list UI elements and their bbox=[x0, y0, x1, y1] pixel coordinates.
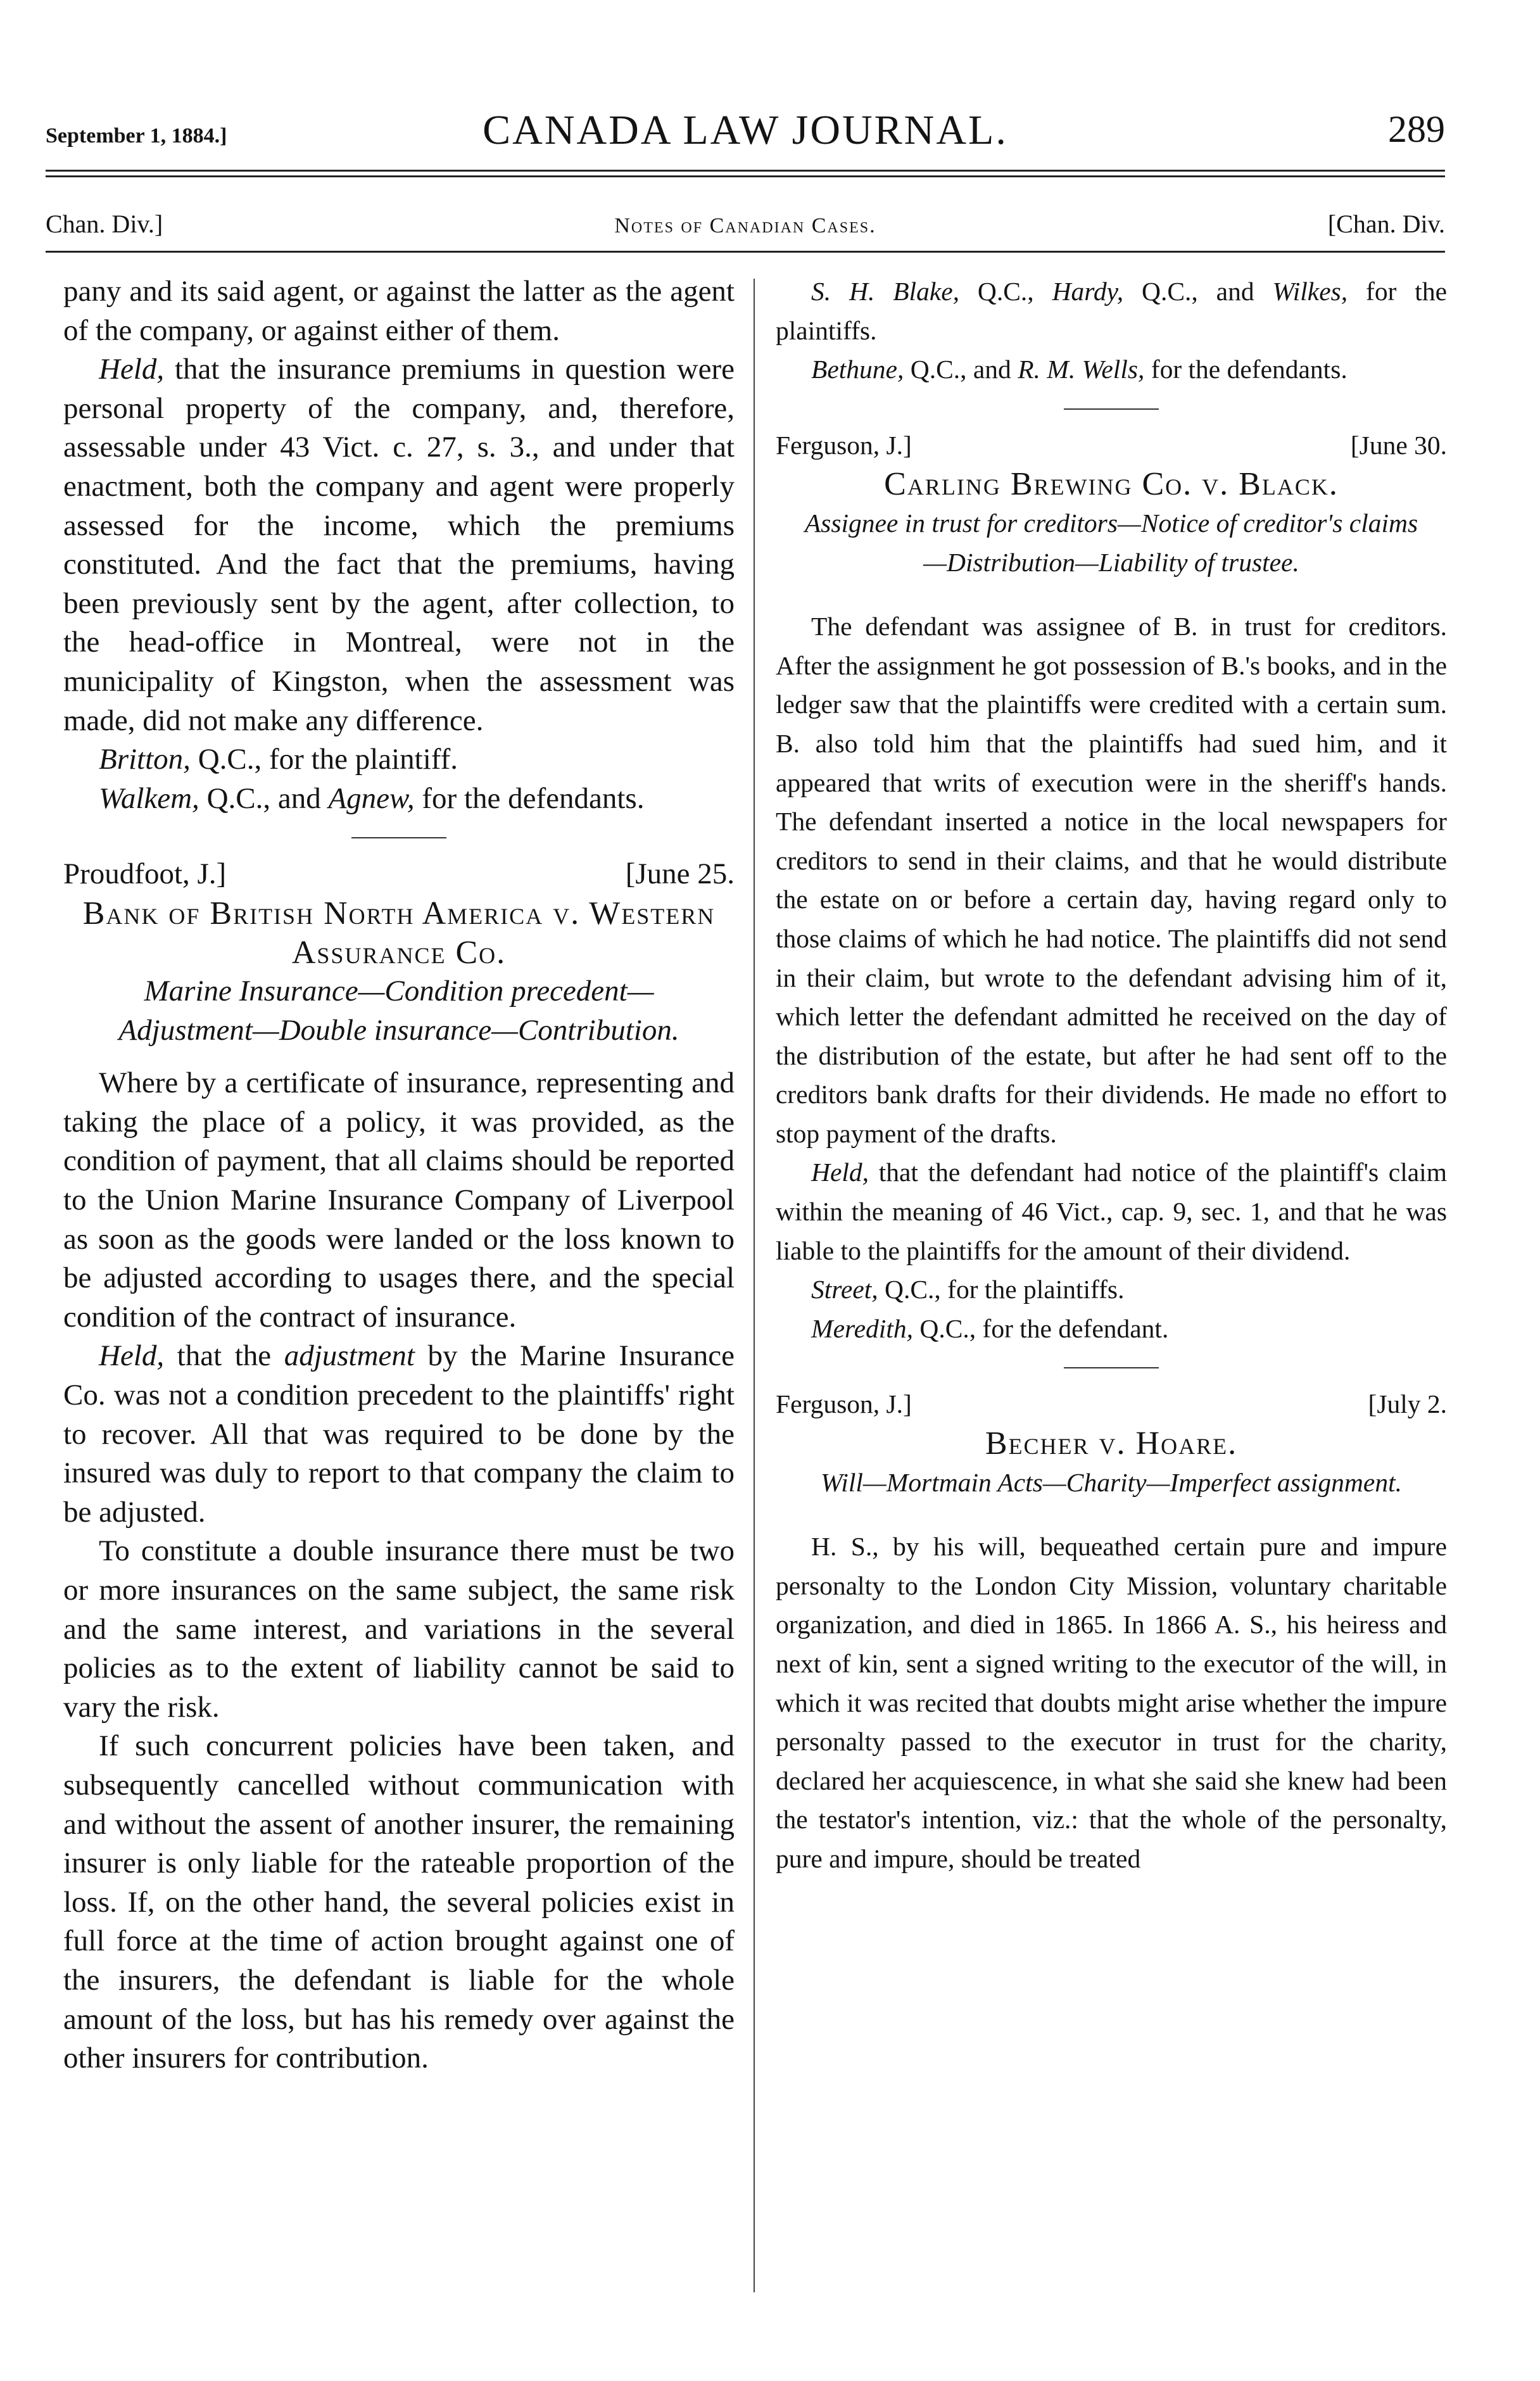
counsel-name: Meredith, bbox=[811, 1313, 913, 1343]
counsel-line bbox=[776, 1270, 1447, 1310]
counsel-sep: Q.C., and bbox=[904, 355, 1018, 384]
counsel-name: Street, bbox=[811, 1275, 878, 1304]
counsel-name: R. M. Wells, bbox=[1018, 355, 1145, 384]
held-word: Held, bbox=[99, 353, 165, 386]
counsel-line bbox=[776, 272, 1447, 350]
counsel-line bbox=[63, 780, 735, 819]
paragraph: H. S., by his will, bequeathed certain pure and impure personalty to the London City Mission, voluntary charitable organization, and died in 1865. In 1866 A. S., his heiress and next of kin, sent a signed writing to the executor of the will, in which it was recited that doubts might arise whether the impure personalty passed to the executor in trust for the charity, declared her acquiescence, in what she said she knew had been the testator's intention, viz.: that the whole of the personalty, pure and impure, should be treated bbox=[776, 1532, 1447, 1873]
counsel-sep: Q.C., and bbox=[1123, 277, 1273, 306]
paragraph-text: by the Marine Insurance Co. was not a condition precedent to the plaintiffs' right to recover. All that was required to be done by the insured was duly to report to that company the claim to be adjusted. bbox=[63, 1339, 735, 1529]
catchwords: Marine Insurance—Condition precedent—Adjustment—Double insurance—Contribution. bbox=[118, 975, 679, 1047]
judge-line bbox=[776, 1385, 1447, 1424]
held-word: Held, bbox=[811, 1158, 869, 1187]
paragraph bbox=[63, 350, 735, 740]
column-separator bbox=[754, 279, 755, 2292]
decision-date: [June 25. bbox=[625, 857, 735, 891]
counsel-name: Wilkes, bbox=[1272, 277, 1348, 306]
judge-line bbox=[63, 855, 735, 894]
case-title: Carling Brewing Co. v. Black. bbox=[884, 466, 1339, 503]
right-column bbox=[776, 272, 1447, 1879]
paragraph-text: that the insurance premiums in question were personal property of the company, and, therefore, assessable under 43 Vict. c. 27, s. 3., and under that enactment, both the company and agent were properly assessed for the income, which the premiums constituted. And the fact that the premiums, having been previously sent by the agent, after collection, to the head-office in Montreal, were not in the municipality of Kingston, when the assessment was made, did not make any difference. bbox=[63, 353, 735, 737]
section-title: Notes of Canadian Cases. bbox=[614, 214, 876, 237]
counsel-name: Walkem, bbox=[99, 781, 199, 815]
held-word: Held, bbox=[99, 1339, 165, 1373]
section-rule bbox=[46, 251, 1445, 253]
divider bbox=[1064, 408, 1159, 410]
counsel-role: for the plaintiffs. bbox=[776, 277, 1447, 345]
counsel-name: Britton, bbox=[99, 743, 191, 776]
counsel-role: Q.C., for the plaintiff. bbox=[190, 743, 458, 776]
paragraph-text: that the bbox=[164, 1339, 284, 1373]
paragraph: To constitute a double insurance there must be two or more insurances on the same subject, the same risk and the same interest, and variations in the several policies as to the extent of liability cannot be said to vary the risk. bbox=[63, 1534, 735, 1724]
decision-date: [July 2. bbox=[1368, 1389, 1447, 1419]
case-title: Bank of British North America v. Western Assurance Co. bbox=[82, 895, 716, 971]
counsel-sep: Q.C., and bbox=[199, 781, 329, 815]
counsel-role: Q.C., for the plaintiffs. bbox=[878, 1275, 1125, 1304]
judge: Ferguson, J.] bbox=[776, 1389, 912, 1419]
divider bbox=[351, 837, 446, 838]
counsel-role: for the defendants. bbox=[414, 781, 645, 815]
paragraph-text: that the defendant had notice of the plaintiff's claim within the meaning of 46 Vict., cap. 9, sec. 1, and that he was liable to the plaintiffs for the amount of their dividend. bbox=[776, 1158, 1447, 1265]
catchwords: Assignee in trust for creditors—Notice of creditor's claims—Distribution—Liability of trustee. bbox=[804, 508, 1418, 577]
counsel-role: Q.C., for the defendant. bbox=[912, 1313, 1169, 1343]
catchwords: Will—Mortmain Acts—Charity—Imperfect assignment. bbox=[821, 1467, 1402, 1497]
counsel-name: Agnew, bbox=[328, 781, 415, 815]
counsel-line bbox=[63, 740, 735, 780]
counsel-role: for the defendants. bbox=[1144, 355, 1348, 384]
judge-line bbox=[776, 426, 1447, 465]
judge: Proudfoot, J.] bbox=[63, 857, 227, 891]
counsel-line bbox=[776, 350, 1447, 389]
decision-date: [June 30. bbox=[1350, 430, 1447, 460]
counsel-name: S. H. Blake, bbox=[811, 277, 960, 306]
page-number: 289 bbox=[1388, 108, 1445, 150]
left-column bbox=[63, 272, 735, 2078]
running-head bbox=[46, 94, 1445, 170]
journal-title: CANADA LAW JOURNAL. bbox=[483, 107, 1008, 153]
paragraph: Where by a certificate of insurance, representing and taking the place of a policy, it was provided, as the condition of payment, that all claims should be reported to the Union Marine Insurance Company of Liverpool as soon as the goods were landed or the loss known to be adjusted according to usages there, and the special condition of the contract of insurance. bbox=[63, 1066, 735, 1334]
paragraph: The defendant was assignee of B. in trust for creditors. After the assignment he got possession of B.'s books, and in the ledger saw that the plaintiffs were credited with a certain sum. B. also told him that the plaintiffs had sued him, and it appeared that writs of execution were in the sheriff's hands. The defendant inserted a notice in the local newspapers for creditors to send in their claims, and that he would distribute the estate on or before a certain day, having regard only to those claims of which he had notice. The plaintiffs did not send in their claim, but wrote to the defendant advising him of it, which letter the defendant admitted he received on the day of the distribution of the estate, but after he had sent off to the creditors bank drafts for their dividends. He made no effort to stop payment of the drafts. bbox=[776, 612, 1447, 1148]
counsel-name: Hardy, bbox=[1052, 277, 1124, 306]
counsel-line bbox=[776, 1310, 1447, 1349]
paragraph bbox=[63, 1337, 735, 1532]
header-double-rule bbox=[46, 170, 1445, 177]
section-head bbox=[46, 203, 1445, 247]
judge: Ferguson, J.] bbox=[776, 430, 912, 460]
case-title: Becher v. Hoare. bbox=[985, 1425, 1238, 1462]
counsel-name: Bethune, bbox=[811, 355, 904, 384]
paragraph: If such concurrent policies have been taken, and subsequently cancelled without communication with and without the assent of another insurer, the remaining insurer is only liable for the rateable proportion of the loss. If, on the other hand, the several policies exist in full force at the time of action brought against one of the insurers, the defendant is liable for the whole amount of the loss, but has his remedy over against the other insurers for contribution. bbox=[63, 1729, 735, 2075]
left-division: Chan. Div.] bbox=[46, 210, 163, 238]
paragraph bbox=[776, 1153, 1447, 1270]
emphasis: adjustment bbox=[284, 1339, 415, 1373]
divider bbox=[1064, 1367, 1159, 1368]
right-division: [Chan. Div. bbox=[1327, 210, 1445, 238]
counsel-sep: Q.C., bbox=[959, 277, 1052, 306]
paragraph: pany and its said agent, or against the latter as the agent of the company, or against either of them. bbox=[63, 275, 735, 347]
issue-date: September 1, 1884.] bbox=[46, 124, 227, 148]
